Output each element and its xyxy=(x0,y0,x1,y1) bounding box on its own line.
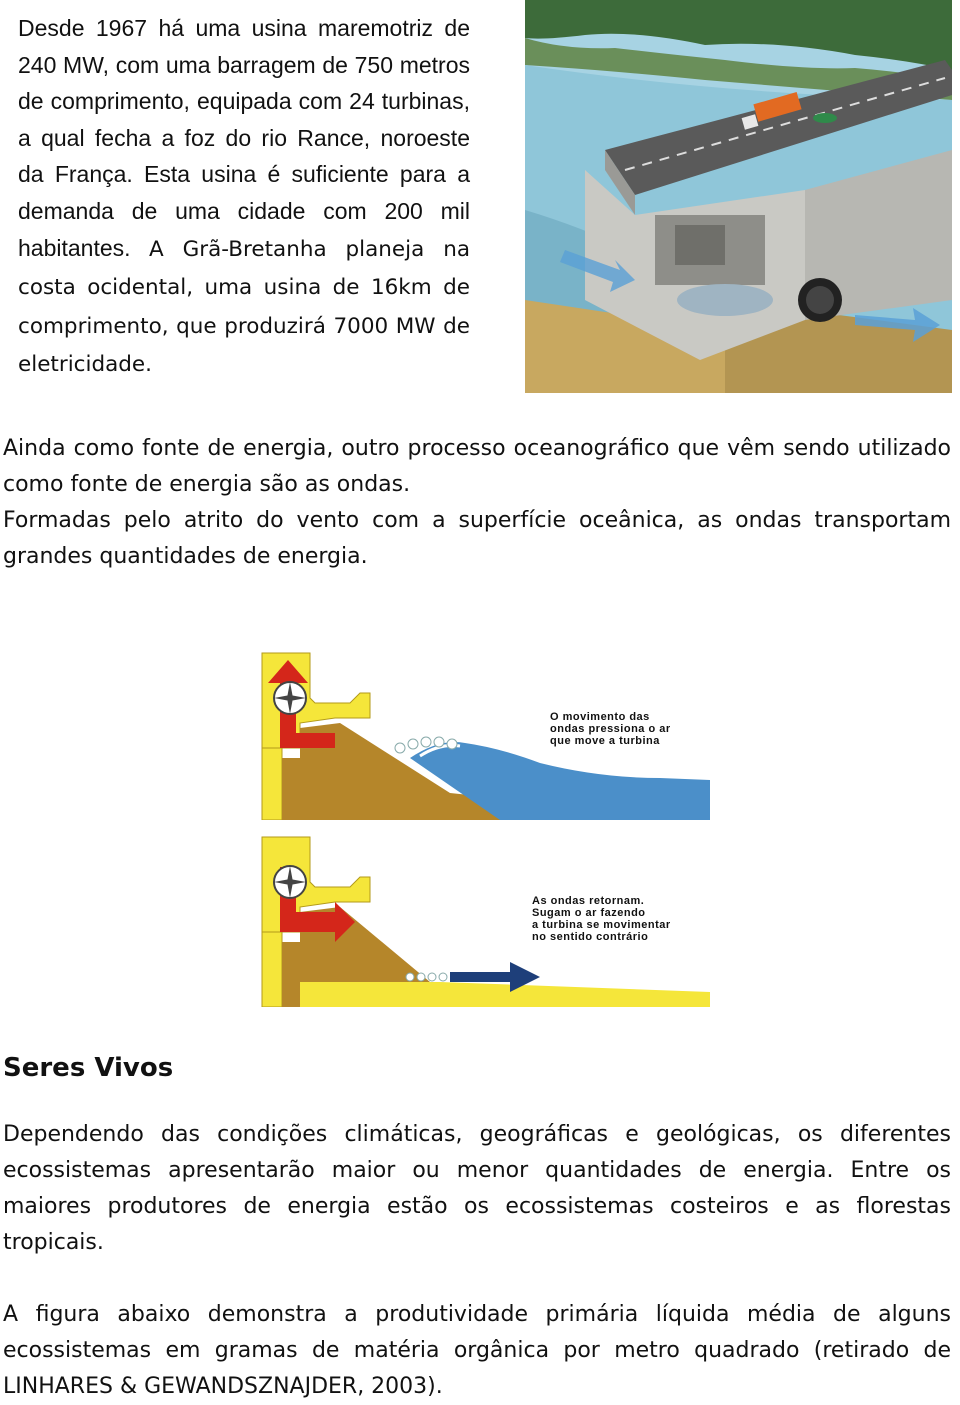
wave-diagram-1-label-line-2: ondas pressiona o ar xyxy=(550,723,671,735)
wave-energy-paragraph-1: Ainda como fonte de energia, outro processo oceanográfico que vêm sendo utilizado como fonte de energia são as ondas. xyxy=(3,436,951,497)
wave-energy-paragraph-2: Formadas pelo atrito do vento com a superfície oceânica, as ondas transportam grandes quantidades de energia. xyxy=(3,508,951,569)
chamber-left-wall xyxy=(262,748,282,820)
wave-power-diagram-inflow xyxy=(240,648,710,820)
wave-diagram-2-label-line-3: a turbina se movimentar xyxy=(532,919,671,931)
wave-diagram-2-label-line-2: Sugam o ar fazendo xyxy=(532,907,646,919)
intro-text-part-2: A Grã-Bretanha planeja na costa ocidental, uma usina de 16km de comprimento, que produzirá 7000 MW de eletricidade. xyxy=(18,236,471,378)
car xyxy=(813,113,837,123)
chamber-left-wall xyxy=(262,932,282,1007)
wave-power-diagram-outflow xyxy=(240,832,710,1007)
ecosystems-paragraph-2: A figura abaixo demonstra a produtividade primária líquida média de alguns ecossistemas em gramas de matéria orgânica por metro quadrado (retirado de LINHARES & GEWANDSZNAJDER, 2003). xyxy=(3,1302,951,1399)
intro-text-part-1: Desde 1967 há uma usina maremotriz de 240 MW, com uma barragem de 750 metros de comprimento, equipada com 24 turbinas, a qual fecha a foz do rio Rance, noroeste da França. Esta usina é suficiente para a demanda de uma cidade com 200 mil habitantes. xyxy=(18,15,470,261)
turbine-housing xyxy=(677,284,773,316)
section-heading: Seres Vivos xyxy=(3,1053,174,1083)
wave-diagram-1-svg xyxy=(240,648,710,820)
intro-paragraph xyxy=(18,10,470,384)
wave-diagram-2-label-line-4: no sentido contrário xyxy=(532,931,649,943)
tidal-dam-illustration xyxy=(525,0,952,393)
wave-diagram-2-svg xyxy=(240,832,710,1007)
ecosystems-paragraph-1: Dependendo das condições climáticas, geográficas e geológicas, os diferentes ecossistemas apresentarão maior ou menor quantidades de energia. Entre os maiores produtores de energia estão os ecossistemas costeiros e as florestas tropicais. xyxy=(3,1122,951,1255)
wave-diagram-1-label-line-1: O movimento das xyxy=(550,711,650,723)
tidal-dam-svg xyxy=(525,0,952,393)
wave-diagram-1-label-line-3: que move a turbina xyxy=(550,735,660,747)
wave-diagram-2-label-line-1: As ondas retornam. xyxy=(532,895,645,907)
dam-chamber-inner xyxy=(675,225,725,265)
